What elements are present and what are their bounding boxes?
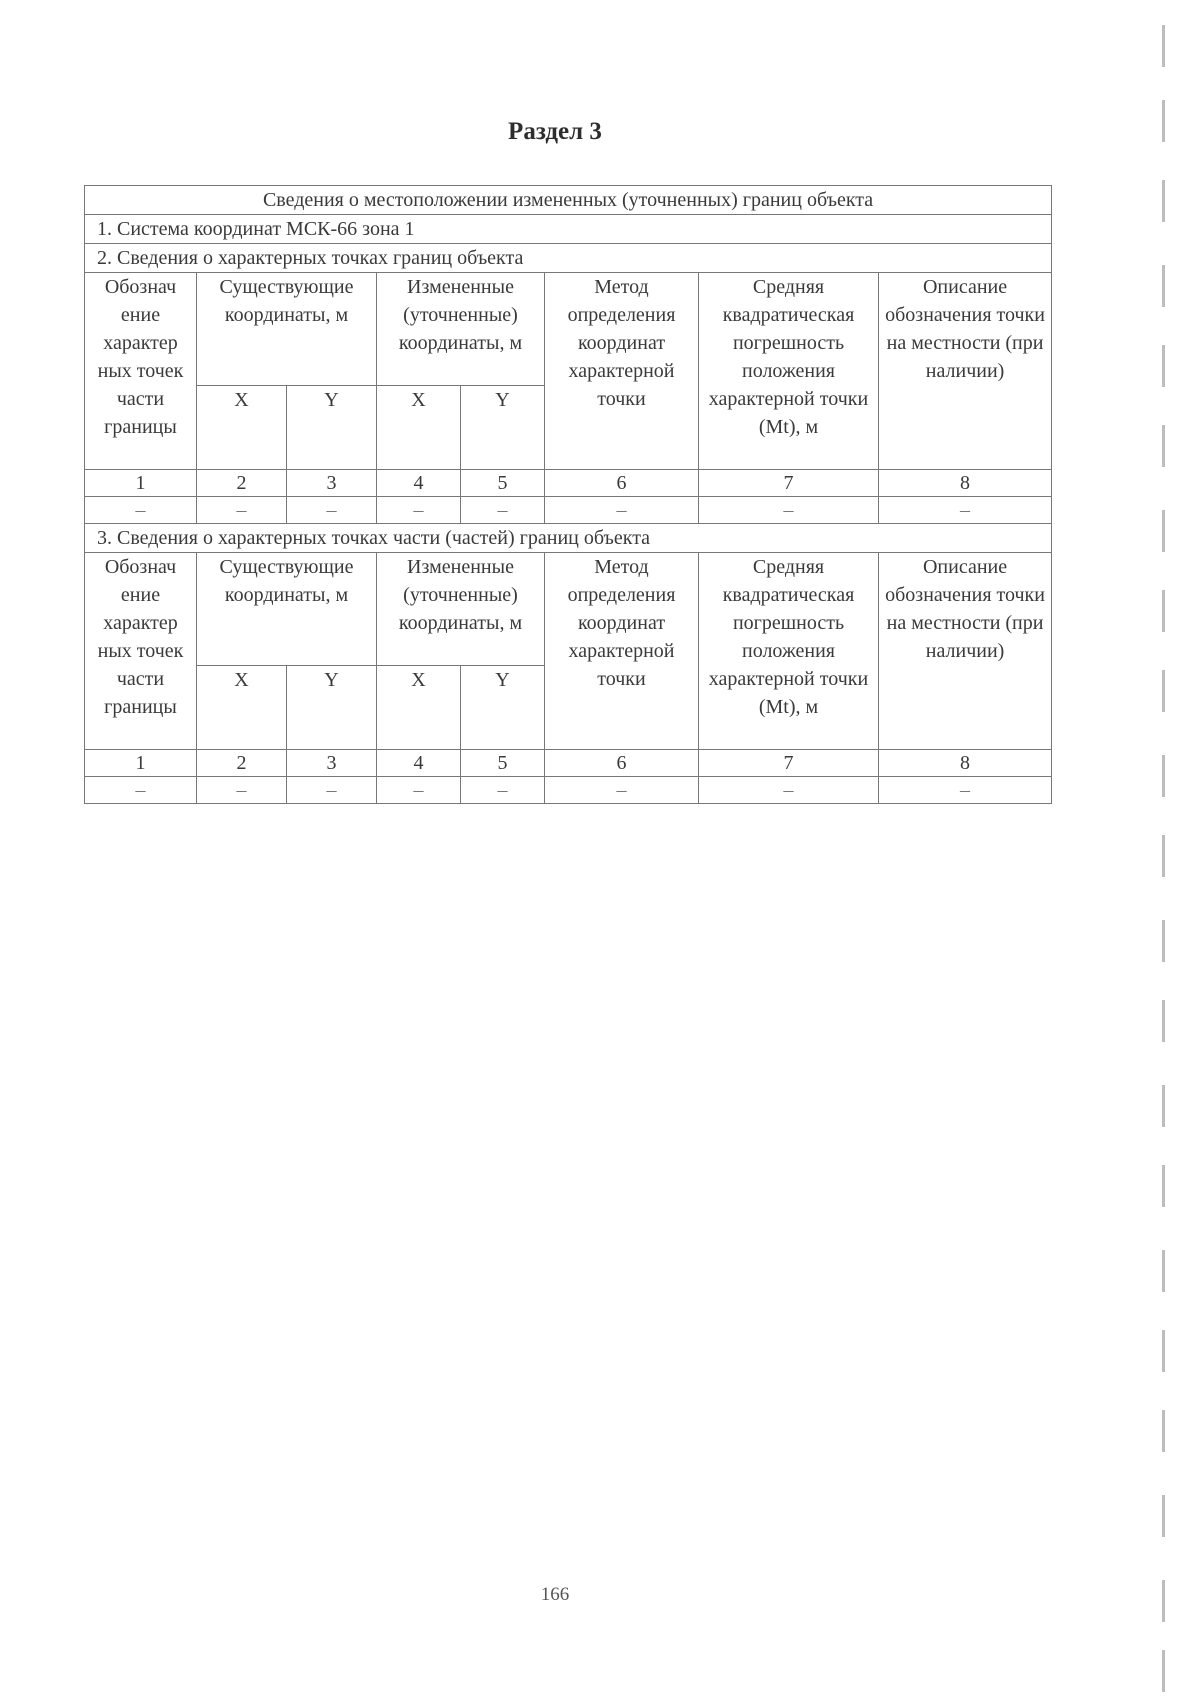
col-changed-y: Y — [461, 666, 545, 750]
page-number: 166 — [540, 1584, 570, 1605]
binding-mark — [1162, 1580, 1165, 1622]
col-changed-x: X — [377, 386, 461, 470]
empty-cell: – — [699, 497, 879, 524]
col-error: Средняя квадратическая погрешность положения характерной точки (Mt), м — [699, 273, 879, 470]
section-3-title: 3. Сведения о характерных точках части (частей) границ объекта — [85, 524, 1052, 553]
column-number: 4 — [377, 750, 461, 777]
col-existing-y: Y — [287, 386, 377, 470]
binding-mark — [1162, 590, 1165, 632]
empty-cell: – — [879, 497, 1052, 524]
empty-cell: – — [287, 497, 377, 524]
empty-cell: – — [287, 777, 377, 804]
col-method: Метод определения координат характерной точки — [545, 273, 699, 470]
empty-cell: – — [85, 777, 197, 804]
col-designation: Обознач ение характер ных точек части границы — [85, 553, 197, 750]
binding-mark — [1162, 835, 1165, 877]
col-existing-y: Y — [287, 666, 377, 750]
binding-mark — [1162, 920, 1165, 962]
binding-mark — [1162, 1000, 1165, 1042]
binding-mark — [1162, 1410, 1165, 1452]
column-number: 2 — [197, 470, 287, 497]
col-changed-y: Y — [461, 386, 545, 470]
binding-mark — [1162, 180, 1165, 222]
section-2-title: 2. Сведения о характерных точках границ объекта — [85, 244, 1052, 273]
empty-cell: – — [545, 777, 699, 804]
binding-mark — [1162, 1085, 1165, 1127]
table-main-header: Сведения о местоположении измененных (уточненных) границ объекта — [85, 186, 1052, 215]
binding-mark — [1162, 100, 1165, 142]
col-description: Описание обозначения точки на местности (при наличии) — [879, 553, 1052, 750]
column-number: 5 — [461, 470, 545, 497]
col-existing: Существующие координаты, м — [197, 273, 377, 386]
column-number: 7 — [699, 470, 879, 497]
empty-cell: – — [197, 497, 287, 524]
col-existing-x: X — [197, 386, 287, 470]
empty-cell: – — [879, 777, 1052, 804]
column-number: 1 — [85, 470, 197, 497]
binding-mark — [1162, 670, 1165, 712]
binding-mark — [1162, 510, 1165, 552]
column-number: 6 — [545, 750, 699, 777]
boundary-coordinates-table — [84, 185, 1052, 804]
column-number: 4 — [377, 470, 461, 497]
column-number: 1 — [85, 750, 197, 777]
col-existing-x: X — [197, 666, 287, 750]
binding-mark — [1162, 425, 1165, 467]
column-number: 7 — [699, 750, 879, 777]
col-changed-x: X — [377, 666, 461, 750]
col-description: Описание обозначения точки на местности (при наличии) — [879, 273, 1052, 470]
column-number: 5 — [461, 750, 545, 777]
empty-cell: – — [377, 777, 461, 804]
binding-mark — [1162, 1330, 1165, 1372]
empty-cell: – — [699, 777, 879, 804]
page-title: Раздел 3 — [508, 118, 602, 145]
column-number: 8 — [879, 470, 1052, 497]
empty-cell: – — [197, 777, 287, 804]
empty-cell: – — [461, 497, 545, 524]
col-changed: Измененные (уточненные) координаты, м — [377, 553, 545, 666]
col-error: Средняя квадратическая погрешность положения характерной точки (Mt), м — [699, 553, 879, 750]
column-number: 3 — [287, 470, 377, 497]
empty-cell: – — [377, 497, 461, 524]
column-number: 3 — [287, 750, 377, 777]
col-designation: Обознач ение характер ных точек части границы — [85, 273, 197, 470]
col-existing: Существующие координаты, м — [197, 553, 377, 666]
empty-cell: – — [85, 497, 197, 524]
binding-mark — [1162, 1650, 1165, 1692]
binding-mark — [1162, 1165, 1165, 1207]
binding-mark — [1162, 1250, 1165, 1292]
coordinate-system: 1. Система координат МСК-66 зона 1 — [85, 215, 1052, 244]
column-number: 6 — [545, 470, 699, 497]
binding-mark — [1162, 25, 1165, 67]
binding-mark — [1162, 265, 1165, 307]
col-method: Метод определения координат характерной точки — [545, 553, 699, 750]
column-number: 8 — [879, 750, 1052, 777]
empty-cell: – — [545, 497, 699, 524]
binding-marks — [1158, 0, 1188, 1698]
binding-mark — [1162, 345, 1165, 387]
col-changed: Измененные (уточненные) координаты, м — [377, 273, 545, 386]
empty-cell: – — [461, 777, 545, 804]
binding-mark — [1162, 1495, 1165, 1537]
binding-mark — [1162, 755, 1165, 797]
column-number: 2 — [197, 750, 287, 777]
